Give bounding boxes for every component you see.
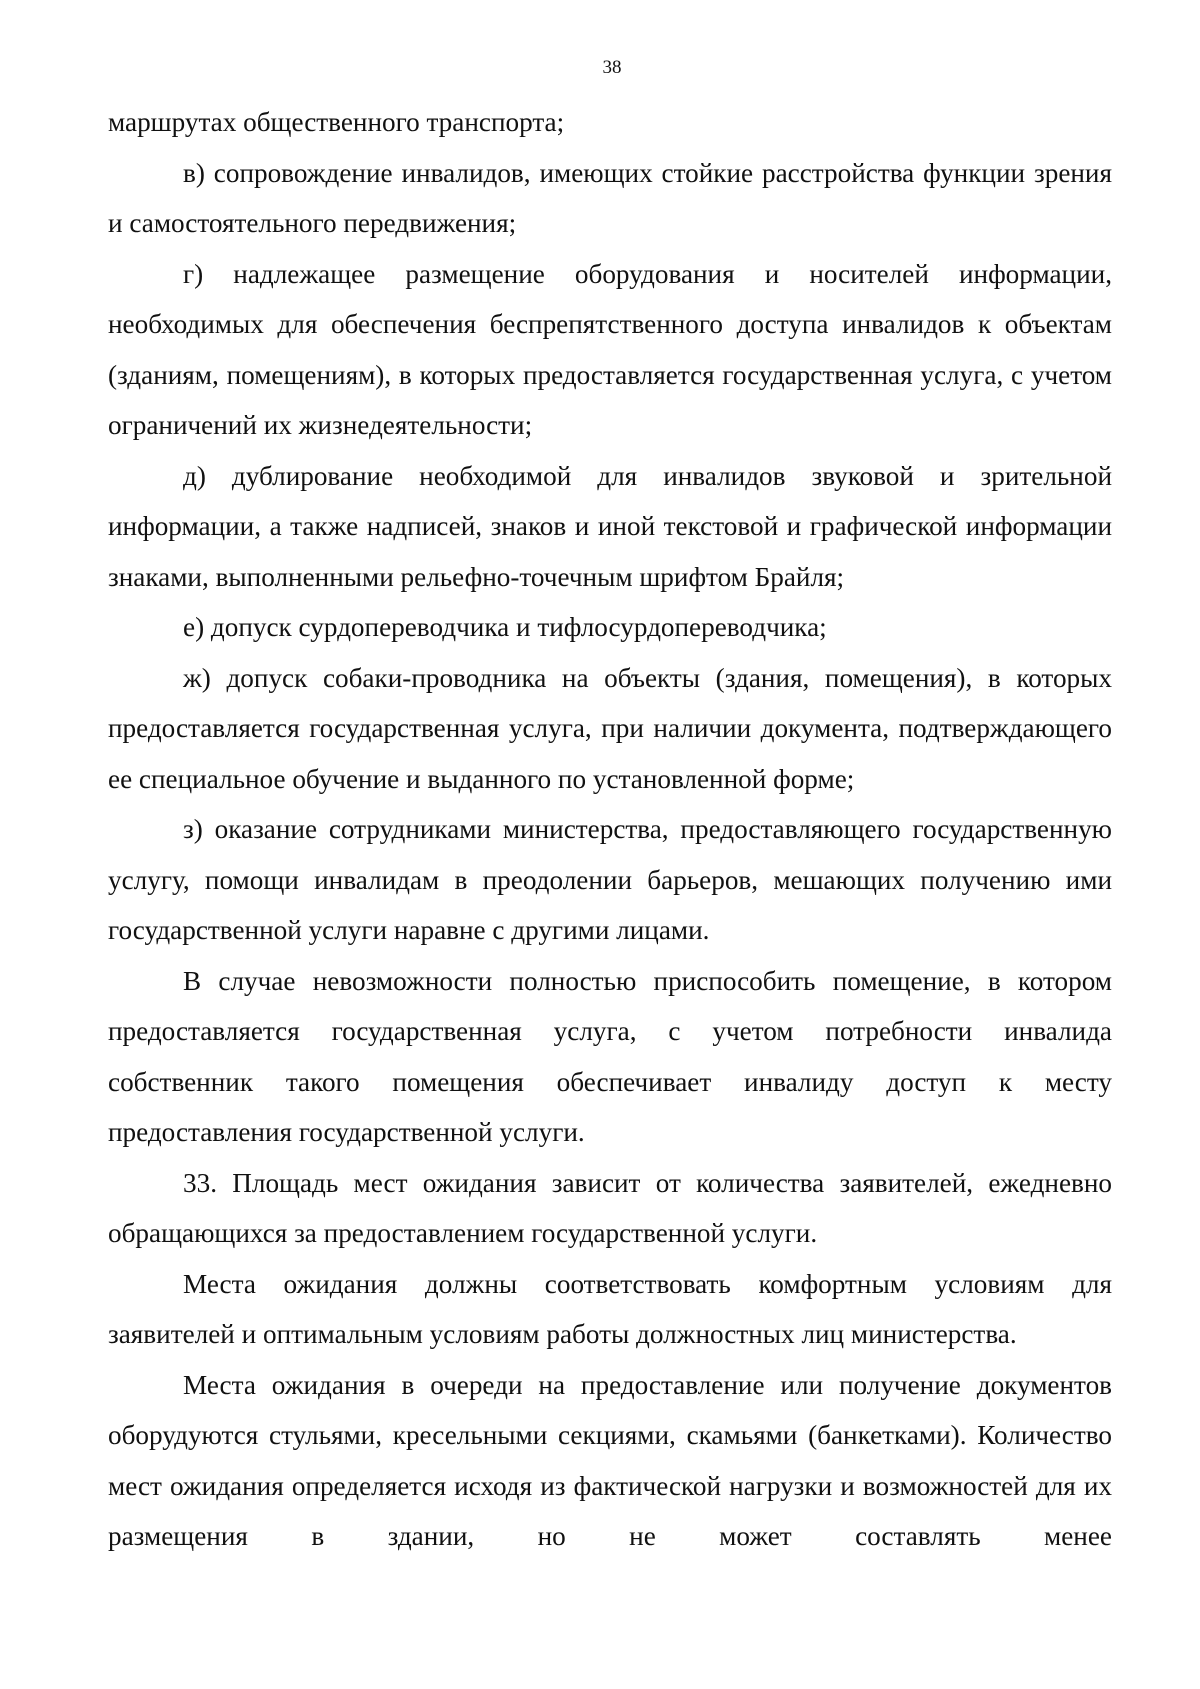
paragraph-item-zh: ж) допуск собаки-проводника на объекты (здания, помещения), в которых предоставляется государственная услуга, при наличии документа, подтверждающего ее специальное обучение и выданного по установленной форме; (108, 662, 1112, 794)
paragraph-continuation: маршрутах общественного транспорта; (108, 107, 565, 137)
paragraph-accessibility-exception: В случае невозможности полностью приспособить помещение, в котором предоставляется государственная услуга, с учетом потребности инвалида собственник такого помещения обеспечивает инвалиду доступ к месту предоставления государственной услуги. (108, 965, 1112, 1147)
paragraph-item-g: г) надлежащее размещение оборудования и носителей информации, необходимых для обеспечения беспрепятственного доступа инвалидов к объектам (зданиям, помещениям), в которых предоставляется государственная услуга, с учетом ограничений их жизнедеятельности; (108, 258, 1112, 440)
paragraph-item-z: з) оказание сотрудниками министерства, предоставляющего государственную услугу, помощи инвалидам в преодолении барьеров, мешающих получению ими государственной услуги наравне с другими лицами. (108, 814, 1112, 945)
paragraph-item-v: в) сопровождение инвалидов, имеющих стойкие расстройства функции зрения и самостоятельного передвижения; (108, 157, 1112, 238)
paragraph-33-waiting-area: 33. Площадь мест ожидания зависит от количества заявителей, ежедневно обращающихся за предоставлением государственной услуги. (108, 1167, 1112, 1248)
paragraph-waiting-comfort: Места ожидания должны соответствовать комфортным условиям для заявителей и оптимальным условиям работы должностных лиц министерства. (108, 1268, 1112, 1349)
page-number: 38 (602, 57, 622, 78)
document-body (108, 97, 1112, 1562)
paragraph-item-e: е) допуск сурдопереводчика и тифлосурдопереводчика; (183, 612, 827, 642)
paragraph-waiting-seating: Места ожидания в очереди на предоставление или получение документов оборудуются стульями, кресельными секциями, скамьями (банкетками). Количество мест ожидания определяется исходя из фактической нагрузки и возможностей для их размещения в здании, но не может составлять менее (108, 1369, 1112, 1551)
paragraph-item-d: д) дублирование необходимой для инвалидов звуковой и зрительной информации, а также надписей, знаков и иной текстовой и графической информации знаками, выполненными рельефно-точечным шрифтом Брайля; (108, 460, 1112, 592)
